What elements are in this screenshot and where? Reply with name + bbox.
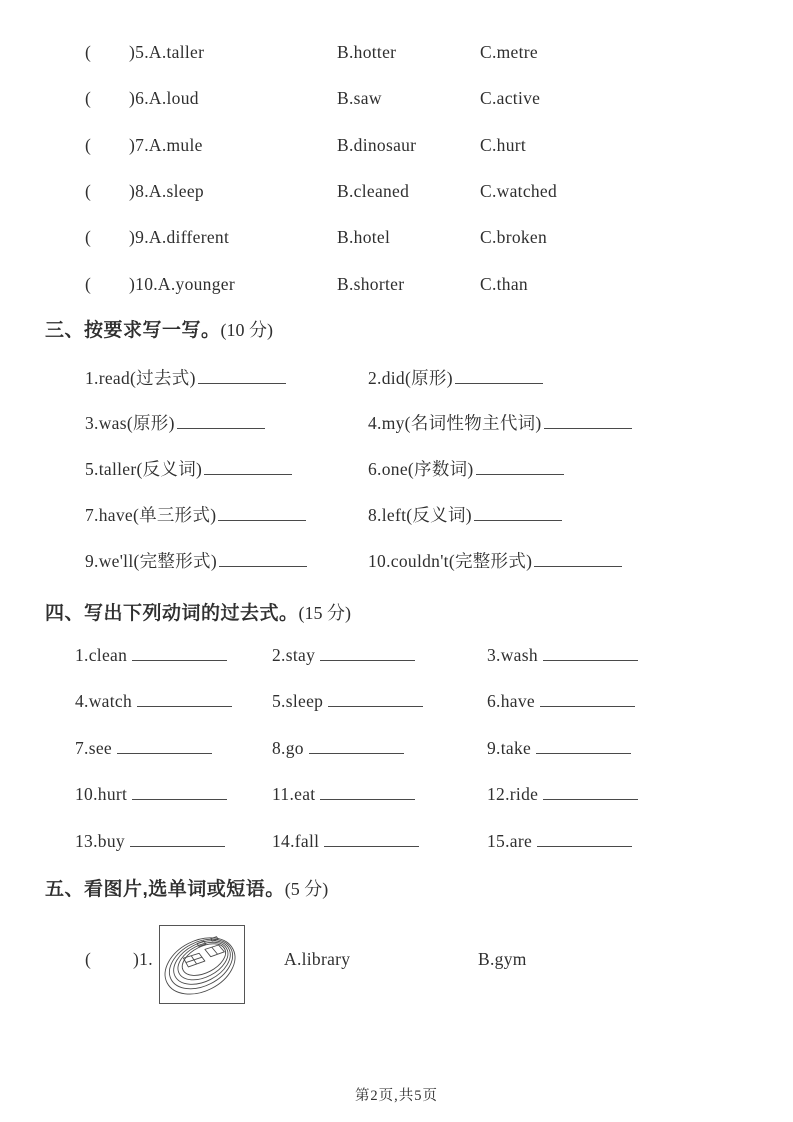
section-score: (10 分) [220, 320, 274, 340]
fill-blank-item [85, 551, 307, 571]
answer-bracket-close: ) [129, 274, 136, 294]
option-b: B.hotel [337, 227, 391, 247]
answer-bracket-close: ) [129, 88, 136, 108]
fill-blank-item [368, 505, 562, 525]
answer-bracket-open: ( [85, 88, 92, 108]
item-label: 11.eat [272, 784, 316, 804]
item-label: 4.watch [75, 691, 133, 711]
answer-blank [117, 738, 212, 754]
mcq-question [129, 88, 199, 108]
answer-blank [544, 413, 632, 429]
item-label: 8.left(反义词) [368, 505, 472, 525]
option-a: A.sleep [148, 181, 204, 201]
item-label: 6.have [487, 691, 535, 711]
question-number: 10. [135, 274, 158, 294]
section-three-header [45, 320, 273, 342]
verb-item [272, 831, 419, 851]
fill-blank-item [368, 413, 632, 433]
option-a: A.taller [148, 42, 205, 62]
fill-blank-item [368, 551, 622, 571]
answer-blank [320, 784, 415, 800]
fill-blank-item [368, 459, 564, 479]
fill-blank-item [85, 505, 306, 525]
fill-blank-item [85, 413, 265, 433]
option-c: C.broken [480, 227, 548, 247]
option-c: C.hurt [480, 135, 527, 155]
picture-question-number [133, 949, 153, 969]
answer-bracket-open: ( [85, 274, 92, 294]
answer-blank [309, 738, 404, 754]
verb-item [272, 691, 423, 711]
fill-blank-item [85, 459, 292, 479]
verb-item [487, 784, 638, 804]
item-label: 1.read(过去式) [85, 368, 196, 388]
section-title: 三、按要求写一写。 [45, 320, 221, 341]
option-c: C.metre [480, 42, 538, 62]
verb-item [487, 738, 631, 758]
item-label: 6.one(序数词) [368, 459, 474, 479]
question-number: 7. [135, 135, 149, 155]
verb-item [272, 738, 404, 758]
item-label: 9.we'll(完整形式) [85, 551, 217, 571]
section-score: (5 分) [284, 879, 329, 899]
item-label: 13.buy [75, 831, 125, 851]
answer-blank [219, 551, 307, 567]
verb-item [75, 691, 232, 711]
answer-blank [137, 691, 232, 707]
answer-blank [534, 551, 622, 567]
answer-bracket-open: ( [85, 181, 92, 201]
answer-bracket-close: ) [129, 227, 136, 247]
answer-blank [476, 459, 564, 475]
answer-blank [320, 645, 415, 661]
verb-item [75, 645, 227, 665]
item-label: 15.are [487, 831, 533, 851]
option-c: C.active [480, 88, 541, 108]
answer-blank [218, 505, 306, 521]
verb-item [75, 738, 212, 758]
item-label: 1.clean [75, 645, 128, 665]
answer-blank [543, 784, 638, 800]
option-b: B.dinosaur [337, 135, 417, 155]
answer-blank [328, 691, 423, 707]
answer-blank [324, 831, 419, 847]
answer-blank [204, 459, 292, 475]
item-label: 12.ride [487, 784, 539, 804]
section-title: 五、看图片,选单词或短语。 [45, 879, 285, 900]
item-label: 10.hurt [75, 784, 128, 804]
verb-item [75, 784, 227, 804]
fill-blank-item [368, 368, 543, 388]
option-a: A.mule [148, 135, 203, 155]
answer-bracket-close: ) [129, 181, 136, 201]
fill-blank-item [85, 368, 286, 388]
answer-blank [537, 831, 632, 847]
section-title: 四、写出下列动词的过去式。 [45, 603, 299, 624]
option-b: B.cleaned [337, 181, 410, 201]
answer-blank [536, 738, 631, 754]
item-label: 5.sleep [272, 691, 324, 711]
question-number: 6. [135, 88, 149, 108]
running-track-icon [160, 926, 242, 1001]
item-label: 4.my(名词性物主代词) [368, 413, 542, 433]
item-label: 3.was(原形) [85, 413, 175, 433]
item-label: 7.see [75, 738, 112, 758]
mcq-question [129, 274, 235, 294]
answer-bracket-close: ) [129, 135, 136, 155]
item-label: 8.go [272, 738, 304, 758]
answer-blank [474, 505, 562, 521]
item-label: 2.stay [272, 645, 316, 665]
option-c: C.watched [480, 181, 558, 201]
option-a: A.different [148, 227, 230, 247]
question-number: 9. [135, 227, 149, 247]
item-label: 2.did(原形) [368, 368, 453, 388]
answer-bracket-open: ( [85, 42, 92, 62]
option-a: A.library [284, 949, 351, 969]
verb-item [75, 831, 225, 851]
answer-blank [455, 368, 543, 384]
answer-bracket-open: ( [85, 949, 92, 969]
picture-box [159, 925, 245, 1004]
option-b: B.hotter [337, 42, 397, 62]
section-score: (15 分) [298, 603, 352, 623]
answer-blank [543, 645, 638, 661]
mcq-question [129, 135, 203, 155]
option-b: B.shorter [337, 274, 405, 294]
question-number: 1. [139, 949, 153, 969]
option-b: B.saw [337, 88, 382, 108]
answer-blank [130, 831, 225, 847]
verb-item [272, 645, 415, 665]
page-number: 第2页,共5页 [354, 1088, 439, 1104]
answer-blank [177, 413, 265, 429]
answer-blank [540, 691, 635, 707]
mcq-question [129, 42, 204, 62]
item-label: 7.have(单三形式) [85, 505, 217, 525]
option-b: B.gym [478, 949, 527, 969]
item-label: 5.taller(反义词) [85, 459, 203, 479]
answer-blank [132, 784, 227, 800]
answer-bracket-open: ( [85, 135, 92, 155]
mcq-question [129, 227, 229, 247]
section-five-header [45, 879, 328, 901]
question-number: 8. [135, 181, 149, 201]
item-label: 14.fall [272, 831, 320, 851]
verb-item [487, 645, 638, 665]
item-label: 9.take [487, 738, 532, 758]
answer-bracket-close: ) [133, 949, 140, 969]
verb-item [272, 784, 415, 804]
answer-blank [198, 368, 286, 384]
item-label: 10.couldn't(完整形式) [368, 551, 533, 571]
verb-item [487, 691, 635, 711]
section-four-header [45, 603, 351, 625]
option-c: C.than [480, 274, 528, 294]
option-a: A.younger [157, 274, 235, 294]
answer-blank [132, 645, 227, 661]
verb-item [487, 831, 632, 851]
answer-bracket-open: ( [85, 227, 92, 247]
question-number: 5. [135, 42, 149, 62]
option-a: A.loud [148, 88, 199, 108]
answer-bracket-close: ) [129, 42, 136, 62]
mcq-question [129, 181, 204, 201]
item-label: 3.wash [487, 645, 538, 665]
